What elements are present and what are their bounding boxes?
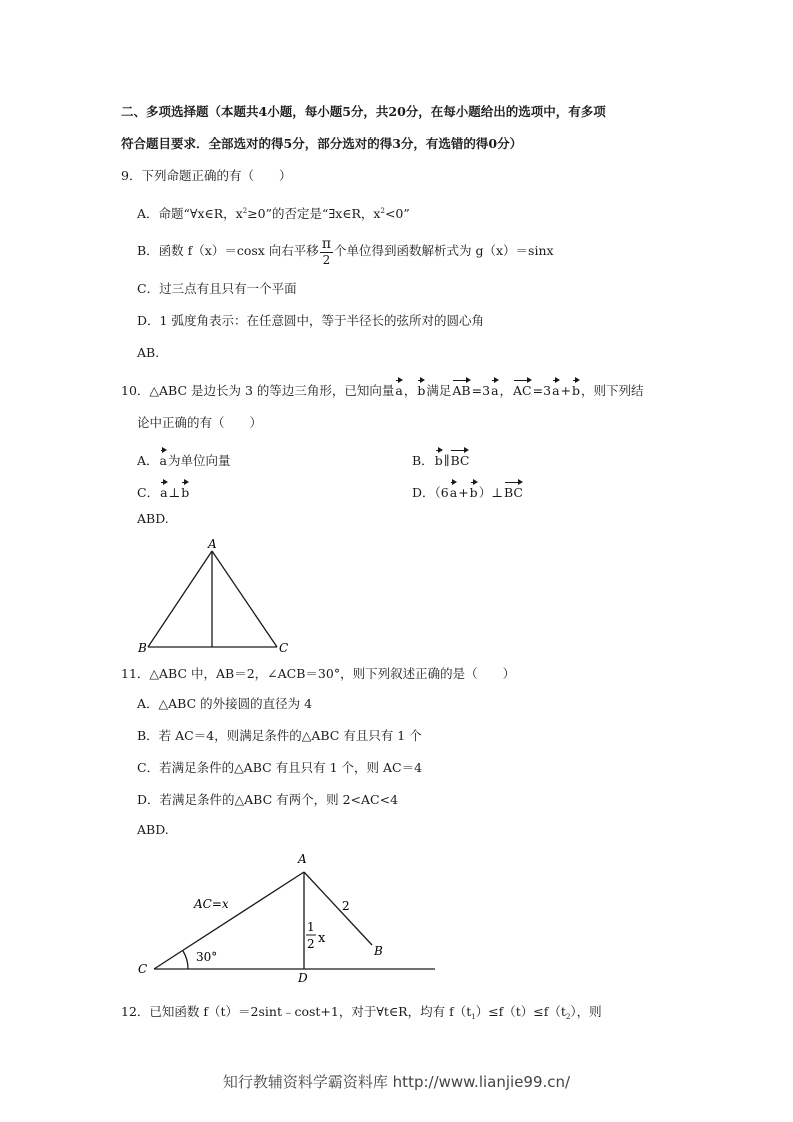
q9-option-d: D．1 弧度角表示：在任意圆中，等于半径长的弦所对的圆心角 <box>137 313 484 328</box>
q11-option-b: B．若 AC＝4，则满足条件的△ABC 有且只有 1 个 <box>137 728 422 743</box>
label-ac-equals-x: AC=x <box>194 897 229 911</box>
section-heading-line1: 二、多项选择题（本题共4小题，每小题5分，共20分，在每小题给出的选项中，有多项 <box>121 104 606 119</box>
side-AC <box>212 551 277 647</box>
vector-AB: AB <box>452 378 470 399</box>
q9-option-a: A．命题“∀x∈R，$x^2\ge 0$”的否定是“∃x∈R，$x^2<0$” <box>137 206 410 221</box>
q10-stem-line1: 10．△ABC 是边长为 3 的等边三角形，已知向量 a， b满足 AB=3 a， AC=3 a+ b，则下列结 <box>121 378 644 399</box>
side-AB <box>304 872 372 945</box>
vector-a: a <box>552 378 559 399</box>
label-B: B <box>138 641 147 655</box>
vector-b: b <box>435 448 443 469</box>
vector-AC: AC <box>513 378 532 399</box>
vector-a: a <box>395 378 402 399</box>
q10-answer: ABD. <box>137 511 169 526</box>
label-A: A <box>298 852 307 866</box>
label-x: x <box>318 931 326 946</box>
q11-option-a: A．△ABC 的外接圆的直径为 4 <box>137 696 313 711</box>
q10-option-c: C． a⊥ b <box>137 480 190 501</box>
vector-a: a <box>160 480 167 501</box>
label-angle-30: 30° <box>196 950 218 964</box>
q10-option-d: D．（6 a+ b）⊥ BC <box>412 480 524 501</box>
q10-triangle-figure <box>135 535 295 657</box>
vector-b: b <box>572 378 580 399</box>
side-AB <box>148 551 212 647</box>
label-A: A <box>208 537 217 551</box>
q11-option-c: C．若满足条件的△ABC 有且只有 1 个，则 AC＝4 <box>137 760 423 775</box>
vector-b: b <box>470 480 478 501</box>
label-B: B <box>374 944 383 958</box>
vector-a: a <box>491 378 498 399</box>
vector-BC: BC <box>450 448 469 469</box>
vector-b: b <box>417 378 425 399</box>
q10-option-b: B． b∥ BC <box>412 448 470 469</box>
q9-answer: AB. <box>137 345 160 360</box>
q10-stem-line2: 论中正确的有（ ） <box>137 415 263 430</box>
q11-option-d: D．若满足条件的△ABC 有两个，则 2<AC<4 <box>137 792 399 807</box>
q10-option-a: A． a为单位向量 <box>137 448 231 469</box>
q9-stem: 9．下列命题正确的有（ ） <box>121 168 292 183</box>
vector-a: a <box>160 448 167 469</box>
footer-watermark: 知行教辅资料学霸资料库 http://www.lianjie99.cn/ <box>222 1073 571 1091</box>
q9-option-b: B．函数 f（x）＝cosx 向右平移 $\frac{\pi}{2}$ 个单位得到函数解析式为 g（x）＝sinx <box>137 235 554 267</box>
angle-arc <box>183 951 188 969</box>
half-numerator: 1 <box>307 920 315 934</box>
pi-over-2-fraction: $\frac{\pi}{2}$ <box>321 235 332 267</box>
q12-stem: 12．已知函数 f（t）＝2sint﹣cost+1，对于∀t∈R，均有 $f(t_1)\le f(t)\le f(t_2)$，则 <box>121 1004 602 1021</box>
q11-answer: ABD. <box>137 822 169 837</box>
vector-a: a <box>450 480 457 501</box>
half-denominator: 2 <box>307 937 315 951</box>
section-heading-line2: 符合题目要求．全部选对的得5分，部分选对的得3分，有选错的得0分） <box>121 136 523 151</box>
q11-stem: 11．△ABC 中，AB＝2，∠ACB＝30°，则下列叙述正确的是（ ） <box>121 666 516 681</box>
label-D: D <box>298 971 308 983</box>
label-two: 2 <box>342 899 350 913</box>
label-C: C <box>279 641 289 655</box>
q9-option-c: C．过三点有且只有一个平面 <box>137 281 297 296</box>
side-AC <box>154 872 304 969</box>
label-C: C <box>138 962 148 976</box>
vector-b: b <box>181 480 189 501</box>
q11-triangle-figure <box>130 848 440 983</box>
vector-BC: BC <box>504 480 523 501</box>
